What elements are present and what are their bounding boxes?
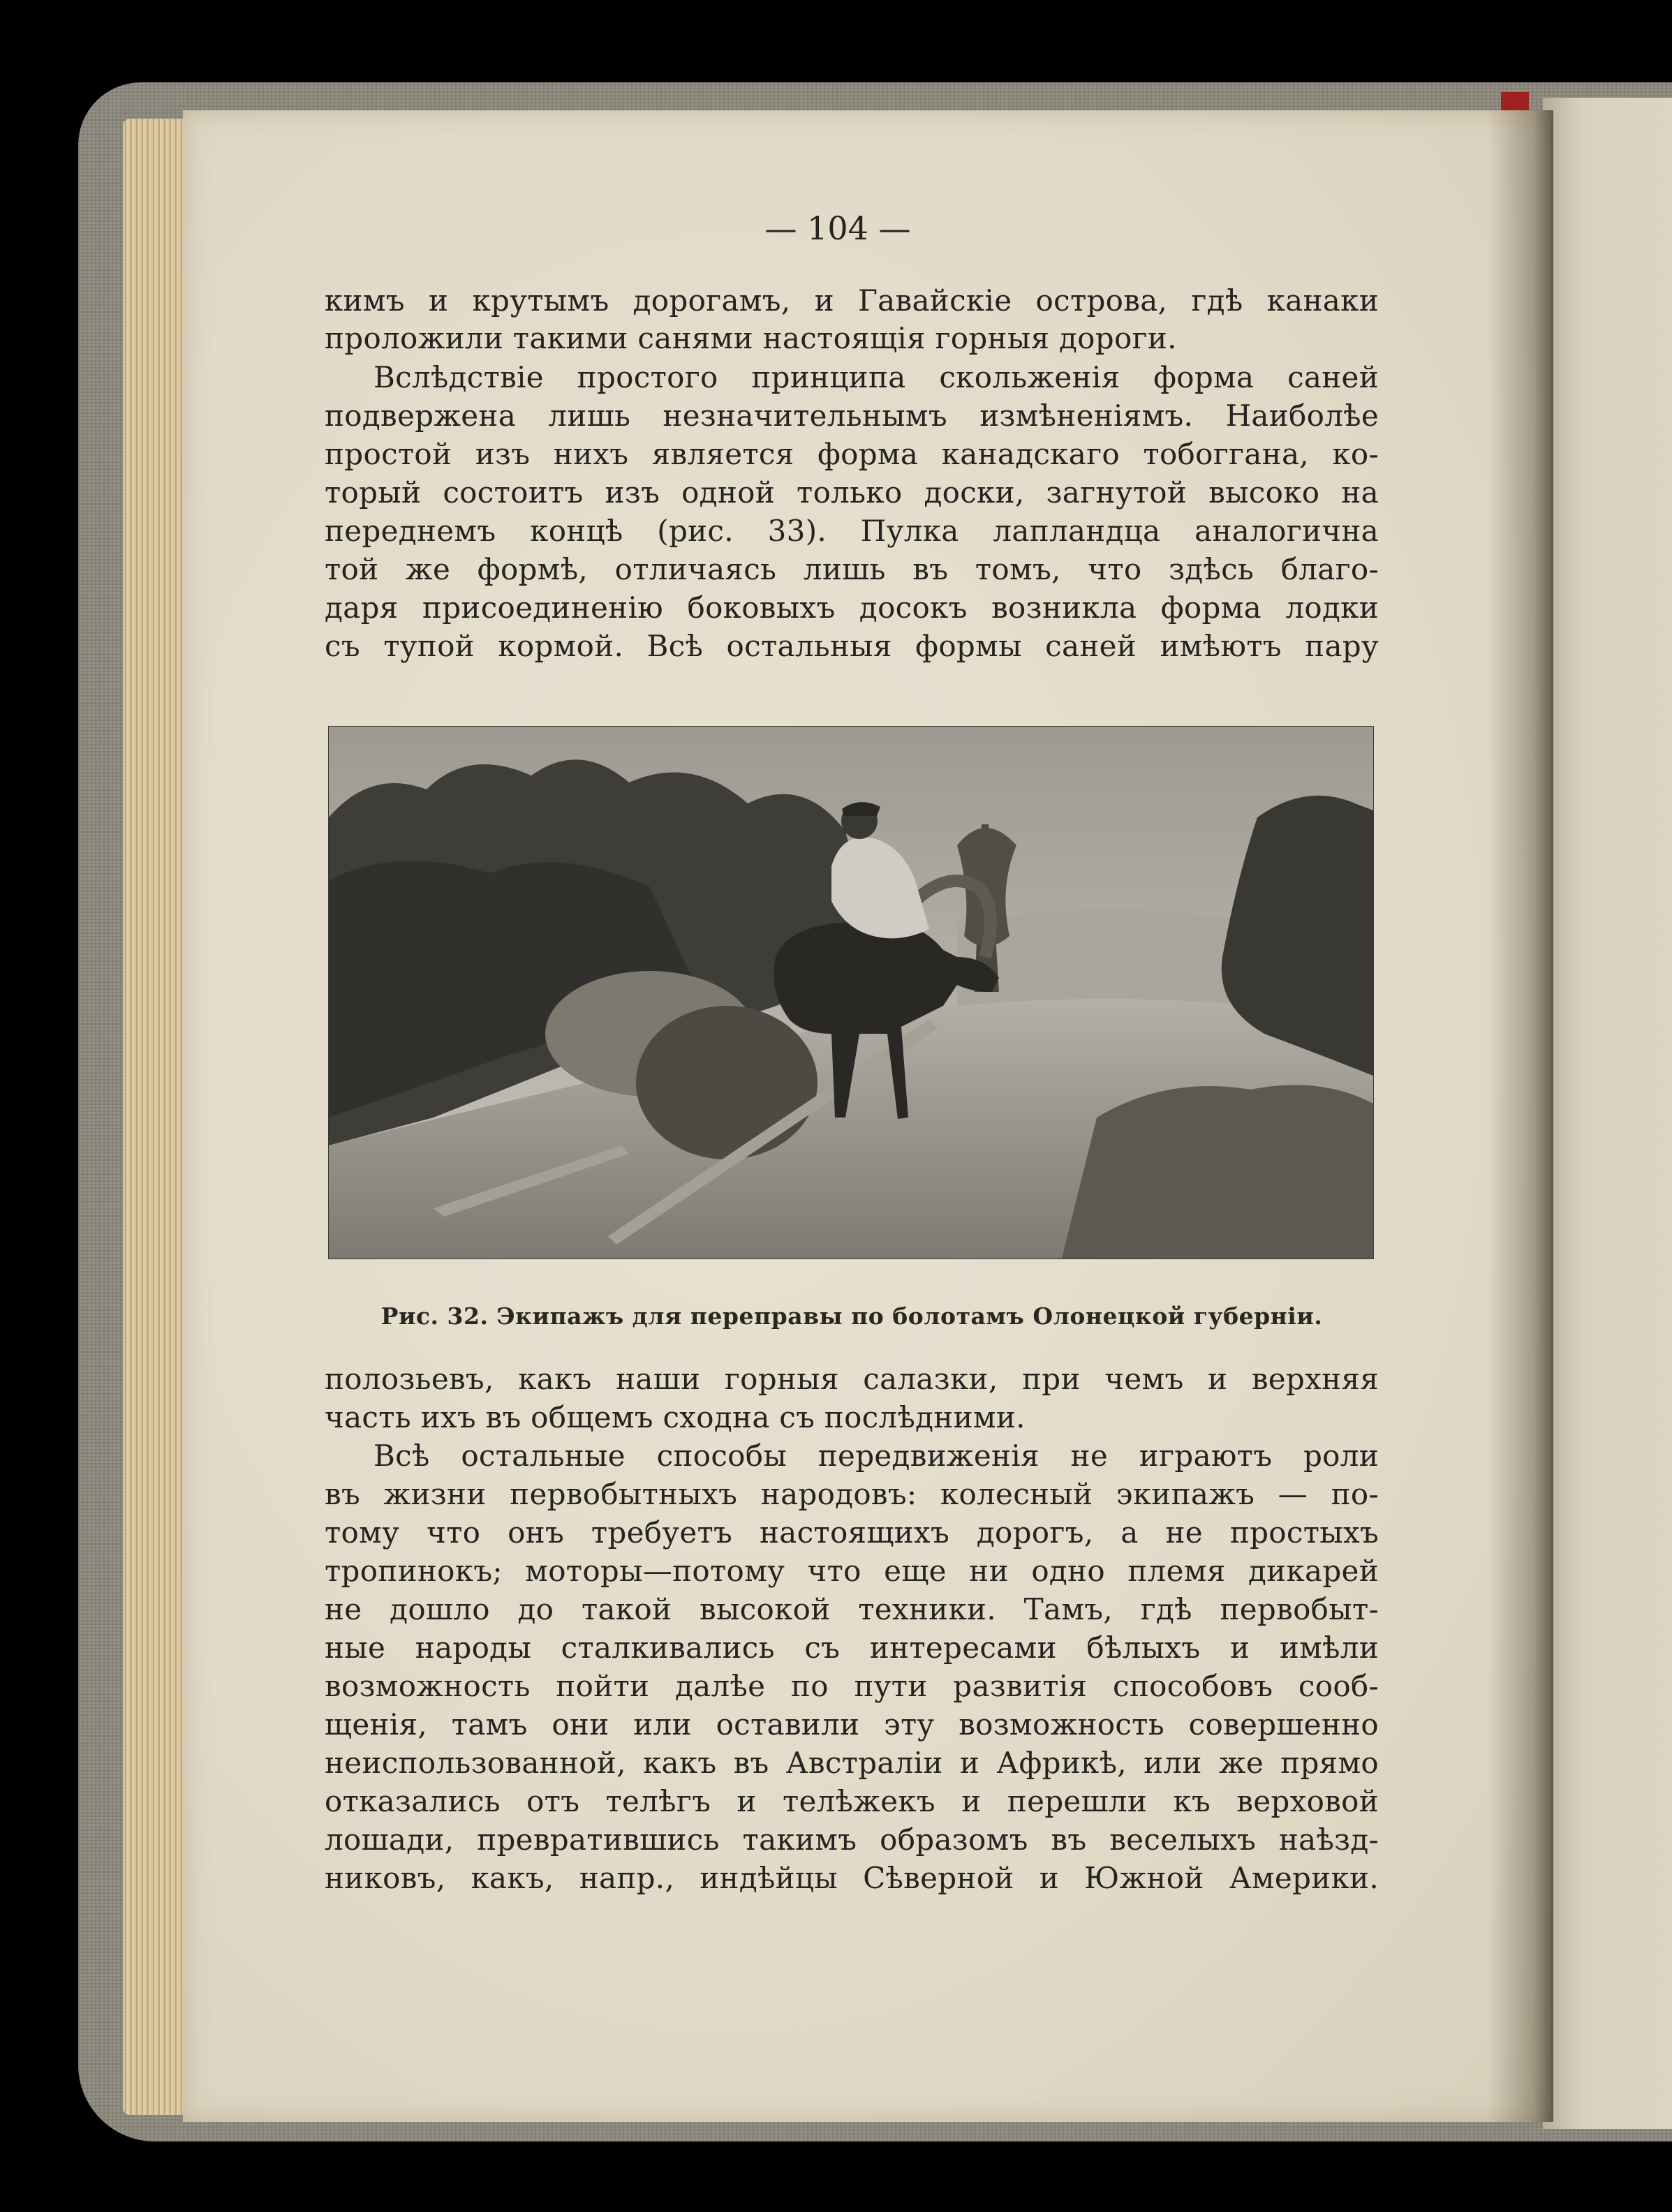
text-line: торый состоитъ изъ одной только доски, загнутой высоко на — [325, 475, 1379, 510]
figure-photo-horse-sledge — [328, 726, 1374, 1259]
text-line: возможность пойти далѣе по пути развитія способовъ сооб- — [325, 1669, 1379, 1703]
page-block-edges — [123, 119, 193, 2115]
text-line: проложили такими санями настоящія горныя дороги. — [325, 321, 1177, 355]
text-line: Всѣ остальные способы передвиженія не играютъ роли — [373, 1439, 1379, 1473]
text-line: простой изъ нихъ является форма канадскаго тобоггана, ко- — [325, 437, 1379, 471]
page-gutter-shadow — [1487, 110, 1553, 2122]
text-line: въ жизни первобытныхъ народовъ: колесный экипажъ — по- — [325, 1477, 1379, 1511]
text-line: даря присоединенію боковыхъ досокъ возникла форма лодки — [325, 591, 1379, 625]
text-line: лошади, превратившись такимъ образомъ въ веселыхъ наѣзд- — [325, 1823, 1379, 1857]
text-line: кимъ и крутымъ дорогамъ, и Гавайскіе острова, гдѣ канаки — [325, 283, 1379, 318]
figure-caption: Рис. 32. Экипажъ для переправы по болотамъ Олонецкой губерніи. — [380, 1302, 1323, 1330]
page-number: — 104 — — [764, 209, 911, 247]
text-line: часть ихъ въ общемъ сходна съ послѣдними. — [325, 1400, 1026, 1434]
text-line: тому что онъ требуетъ настоящихъ дорогъ, а не простыхъ — [325, 1515, 1379, 1550]
text-line: тропинокъ; моторы—потому что еще ни одно племя дикарей — [325, 1554, 1379, 1588]
text-line: отказались отъ телѣгъ и телѣжекъ и перешли къ верховой — [325, 1784, 1379, 1818]
text-line: подвержена лишь незначительнымъ измѣненіямъ. Наиболѣе — [325, 399, 1379, 433]
text-line: Вслѣдствіе простого принципа скольженія форма саней — [373, 360, 1379, 394]
text-line: ные народы сталкивались съ интересами бѣлыхъ и имѣли — [325, 1631, 1379, 1665]
text-line: той же формѣ, отличаясь лишь въ томъ, что здѣсь благо- — [325, 552, 1379, 586]
text-line: щенія, тамъ они или оставили эту возможность совершенно — [325, 1707, 1379, 1742]
text-line: полозьевъ, какъ наши горныя салазки, при чемъ и верхняя — [325, 1362, 1379, 1396]
facing-page — [1543, 98, 1672, 2129]
text-line: переднемъ концѣ (рис. 33). Пулка лапландца аналогична — [325, 514, 1379, 548]
text-line: съ тупой кормой. Всѣ остальныя формы саней имѣютъ пару — [325, 629, 1379, 663]
text-line: никовъ, какъ, напр., индѣйцы Сѣверной и Южной Америки. — [325, 1861, 1379, 1895]
text-line: неиспользованной, какъ въ Австраліи и Африкѣ, или же прямо — [325, 1746, 1379, 1780]
text-line: не дошло до такой высокой техники. Тамъ, гдѣ первобыт- — [325, 1592, 1379, 1626]
